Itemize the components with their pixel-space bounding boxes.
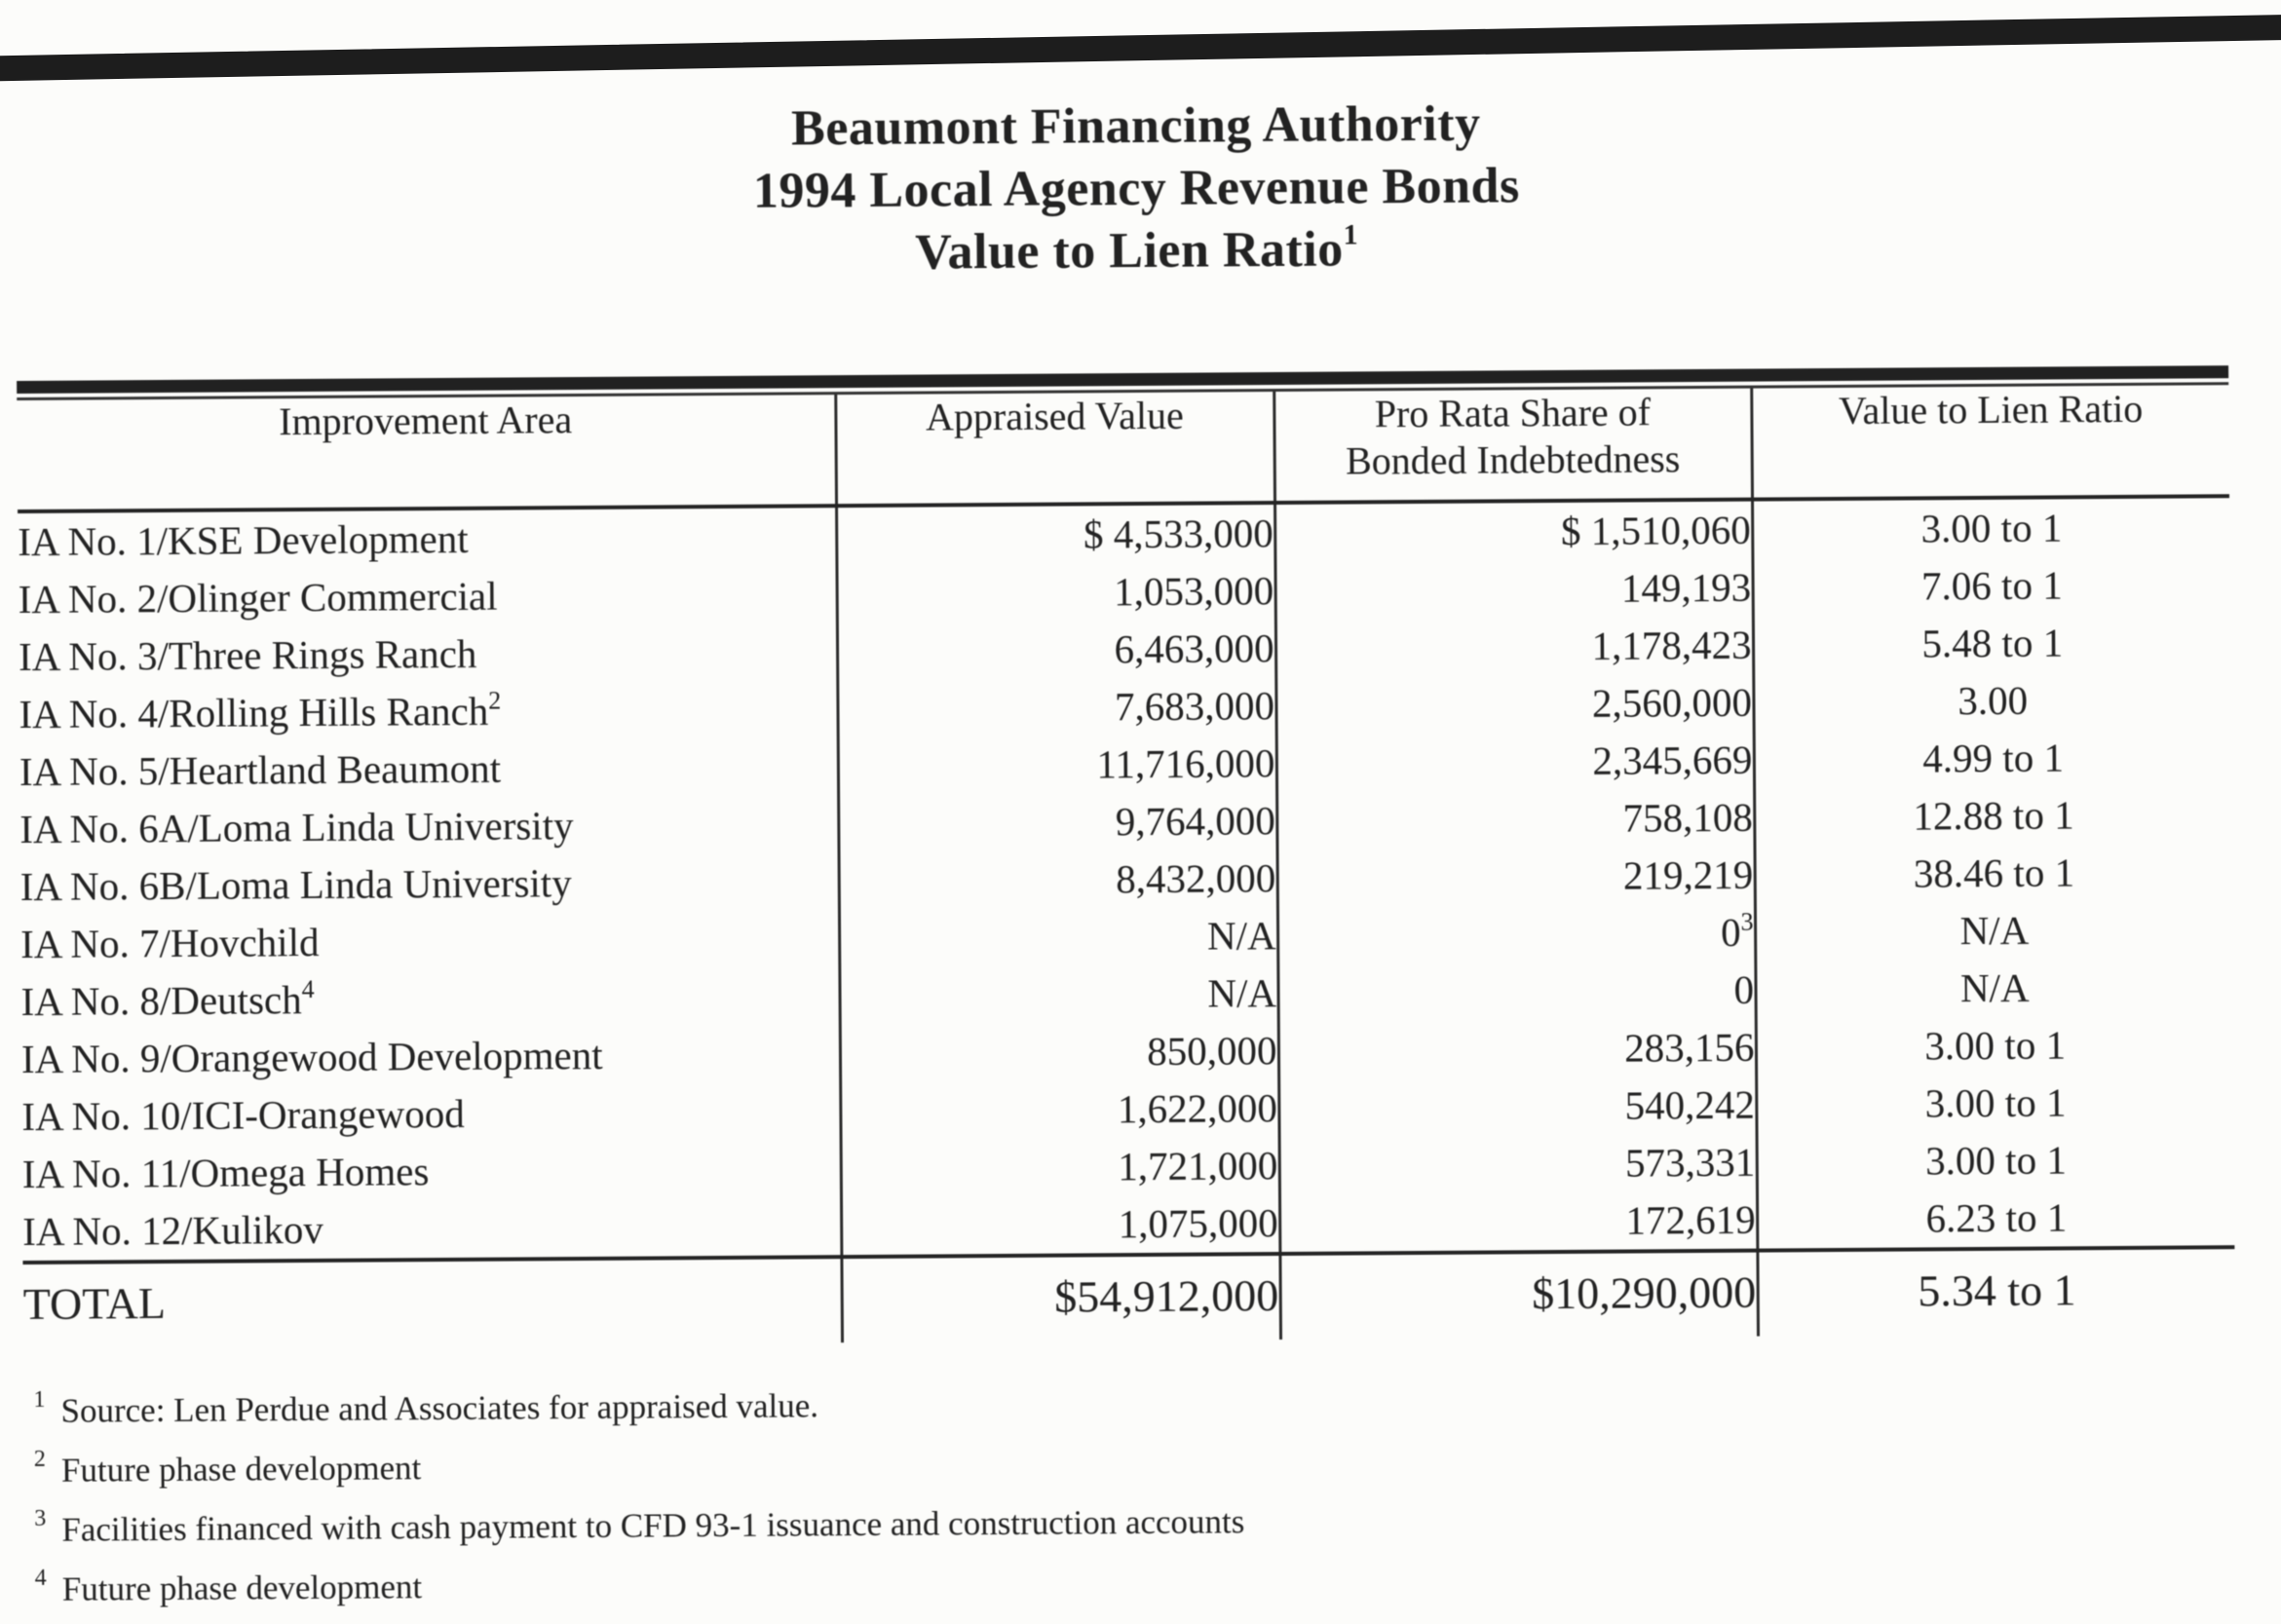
pro-rata-cell: $ 1,510,060	[1274, 500, 1752, 562]
ratio-cell: N/A	[1755, 958, 2232, 1018]
appraised-value-cell: 7,683,000	[837, 677, 1275, 737]
footnote-4: $^4$ Future phase development	[34, 1565, 423, 1608]
table-body	[18, 496, 2234, 1263]
header-value-to-lien: Value to Lien Ratio	[1751, 385, 2229, 499]
value-to-lien-table	[17, 385, 2235, 1348]
improvement-area-cell: IA No. 9/Orangewood Development	[20, 1032, 603, 1082]
improvement-area-cell: IA No. 11/Omega Homes	[21, 1149, 430, 1197]
appraised-value-cell: 1,721,000	[841, 1137, 1279, 1197]
footnotes-block	[33, 1366, 2281, 1619]
appraised-value-cell: 1,622,000	[840, 1079, 1278, 1140]
pro-rata-cell: 1,178,423	[1275, 617, 1753, 677]
table-total-row	[22, 1247, 2235, 1348]
ratio-cell: 3.00 to 1	[1756, 1073, 2233, 1133]
pro-rata-cell: 758,108	[1276, 789, 1754, 850]
improvement-area-cell: IA No. 7/Hovchild	[19, 919, 320, 967]
appraised-value-cell: N/A	[839, 964, 1277, 1025]
total-appraised-value: $54,912,000	[841, 1254, 1280, 1342]
ratio-cell: 12.88 to 1	[1754, 785, 2231, 846]
appraised-value-cell: $ 4,533,000	[836, 503, 1274, 565]
pro-rata-cell: 149,193	[1274, 559, 1752, 620]
appraised-value-cell: 1,075,000	[841, 1194, 1279, 1257]
improvement-area-cell: IA No. 2/Olinger Commercial	[18, 573, 498, 623]
header-improvement-area: Improvement Area	[17, 395, 836, 511]
footnote-1: $^1$ Source: Len Perdue and Associates for appraised value.	[33, 1386, 819, 1430]
ratio-cell: 38.46 to 1	[1754, 843, 2231, 903]
ratio-cell: 5.48 to 1	[1753, 613, 2230, 673]
total-pro-rata: $10,290,000	[1279, 1251, 1758, 1340]
pro-rata-cell: 2,560,000	[1275, 674, 1753, 735]
footnote-3: $^3$ Facilities financed with cash payment to CFD 93-1 issuance and construction accounts	[34, 1502, 1245, 1549]
improvement-area-cell: IA No. 5/Heartland Beaumont	[19, 745, 502, 795]
appraised-value-cell: 11,716,000	[838, 735, 1276, 795]
table-header	[17, 385, 2229, 511]
ratio-cell: 3.00 to 1	[1752, 496, 2229, 558]
ratio-cell: 7.06 to 1	[1752, 555, 2229, 616]
pro-rata-cell: 0	[1277, 962, 1755, 1022]
footnote-marker: 3	[1740, 907, 1754, 936]
appraised-value-cell: N/A	[839, 907, 1277, 967]
footnote-marker: 2	[488, 686, 502, 715]
improvement-area-cell: IA No. 6A/Loma Linda University	[19, 803, 574, 852]
title-footnote-marker: 1	[1343, 218, 1359, 251]
pro-rata-cell: 2,345,669	[1276, 732, 1754, 792]
footnote-marker: 4	[34, 1565, 47, 1591]
pro-rata-cell: 540,242	[1278, 1076, 1756, 1137]
ratio-cell: 3.00	[1753, 670, 2230, 731]
pro-rata-cell: 573,331	[1279, 1134, 1757, 1194]
appraised-value-cell: 850,000	[840, 1022, 1278, 1082]
appraised-value-cell: 1,053,000	[836, 562, 1274, 623]
pro-rata-cell: 219,219	[1277, 847, 1755, 907]
document-title	[0, 88, 2277, 290]
footnote-marker: 2	[33, 1446, 46, 1472]
ratio-cell: 3.00 to 1	[1757, 1130, 2234, 1190]
appraised-value-cell: 6,463,000	[837, 620, 1275, 680]
title-line-authority: Beaumont Financing Authority	[790, 95, 1481, 157]
ratio-cell: N/A	[1755, 900, 2232, 961]
improvement-area-cell: IA No. 12/Kulikov	[22, 1206, 324, 1255]
total-label: TOTAL	[22, 1257, 842, 1348]
appraised-value-cell: 9,764,000	[838, 792, 1276, 852]
footnote-2: $^2$ Future phase development	[33, 1446, 422, 1490]
improvement-area-cell: IA No. 3/Three Rings Ranch	[18, 630, 477, 680]
title-line-ratio: Value to Lien Ratio$^1$	[915, 218, 1359, 281]
footnote-marker: 1	[33, 1386, 46, 1413]
improvement-area-cell: IA No. 10/ICI-Orangewood	[21, 1090, 465, 1140]
header-pro-rata: Pro Rata Share of Bonded Indebtedness	[1274, 389, 1752, 503]
header-appraised-value: Appraised Value	[835, 392, 1274, 506]
improvement-area-cell: IA No. 6B/Loma Linda University	[19, 860, 572, 910]
improvement-area-cell: IA No. 1/KSE Development	[18, 515, 469, 565]
title-line-bonds: 1994 Local Agency Revenue Bonds	[752, 158, 1520, 219]
total-ratio: 5.34 to 1	[1757, 1247, 2235, 1336]
appraised-value-cell: 8,432,000	[839, 850, 1277, 910]
pro-rata-cell: 172,619	[1279, 1191, 1757, 1254]
improvement-area-cell: IA No. 8/Deutsch$^4$	[20, 974, 315, 1025]
ratio-cell: 4.99 to 1	[1754, 728, 2231, 788]
improvement-area-cell: IA No. 4/Rolling Hills Ranch$^2$	[19, 686, 502, 737]
pro-rata-cell: $0^3$	[1277, 904, 1755, 964]
footnote-marker: 3	[34, 1505, 47, 1531]
pro-rata-cell: 283,156	[1278, 1019, 1756, 1079]
ratio-cell: 6.23 to 1	[1757, 1188, 2234, 1250]
ratio-cell: 3.00 to 1	[1756, 1015, 2233, 1076]
footnote-marker: 4	[301, 974, 315, 1004]
